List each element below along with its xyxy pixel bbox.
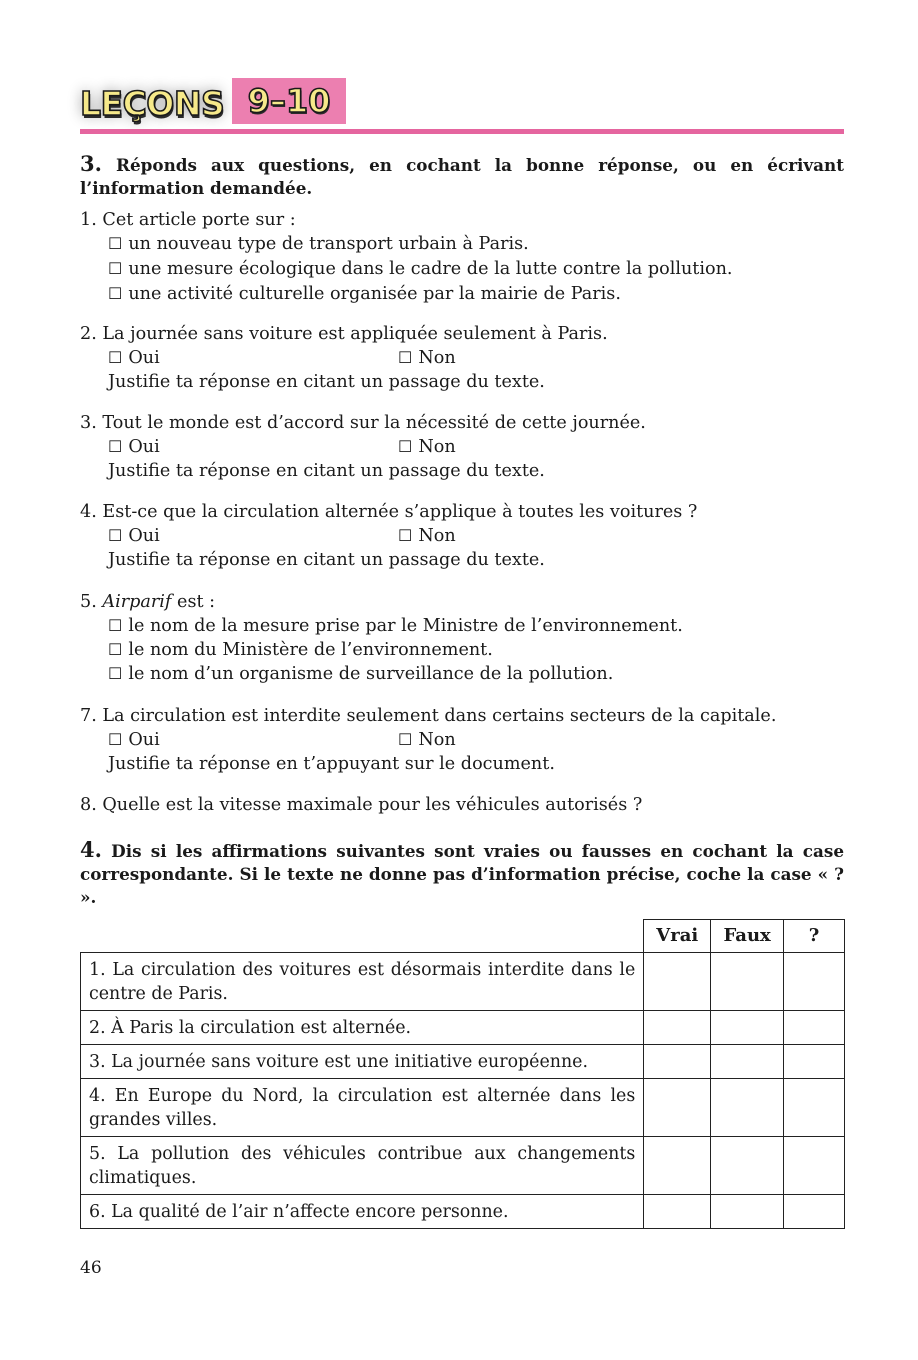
- no-label: Non: [418, 437, 456, 457]
- checkbox[interactable]: ☐: [108, 234, 123, 253]
- option-label: un nouveau type de transport urbain à Paris.: [128, 234, 529, 254]
- exercise-4-instruction: [80, 838, 844, 909]
- table-row: [81, 1011, 845, 1045]
- exercise-3-instruction: [80, 152, 844, 200]
- column-header-unknown: ?: [784, 920, 845, 953]
- checkbox[interactable]: ☐: [108, 526, 123, 545]
- q4-no-option[interactable]: [398, 524, 456, 548]
- lessons-number: 9–10: [247, 82, 331, 120]
- lessons-label: LEÇONS: [80, 84, 225, 123]
- table-row: [81, 1079, 845, 1137]
- exercise-3-instruction-text: Réponds aux questions, en cochant la bonne réponse, ou en écrivant l’information demandée.: [80, 155, 844, 198]
- unknown-cell[interactable]: [784, 1137, 845, 1195]
- vrai-cell[interactable]: [644, 1045, 711, 1079]
- unknown-cell[interactable]: [784, 1011, 845, 1045]
- checkbox[interactable]: ☐: [108, 730, 123, 749]
- exercise-4-instruction-text: Dis si les affirmations suivantes sont vraies ou fausses en cochant la case correspondante. Si le texte ne donne pas d’information précise, coche la case « ? ».: [80, 841, 844, 907]
- checkbox[interactable]: ☐: [398, 526, 413, 545]
- statement-cell: 1. La circulation des voitures est désormais interdite dans le centre de Paris.: [81, 953, 644, 1011]
- statement-cell: 5. La pollution des véhicules contribue aux changements climatiques.: [81, 1137, 644, 1195]
- checkbox[interactable]: ☐: [108, 664, 123, 683]
- statement-cell: 6. La qualité de l’air n’affecte encore personne.: [81, 1195, 644, 1229]
- checkbox[interactable]: ☐: [108, 640, 123, 659]
- q2-no-option[interactable]: [398, 346, 456, 370]
- faux-cell[interactable]: [711, 1045, 784, 1079]
- faux-cell[interactable]: [711, 1195, 784, 1229]
- vrai-cell[interactable]: [644, 953, 711, 1011]
- question-2: 2. La journée sans voiture est appliquée seulement à Paris.: [80, 324, 608, 344]
- header-rule: [80, 129, 844, 134]
- q2-choices: [108, 346, 508, 370]
- option-label: le nom de la mesure prise par le Ministre de l’environnement.: [128, 616, 683, 636]
- option-label: une mesure écologique dans le cadre de la lutte contre la pollution.: [128, 259, 733, 279]
- question-1: 1. Cet article porte sur :: [80, 210, 296, 230]
- no-label: Non: [418, 526, 456, 546]
- checkbox[interactable]: ☐: [108, 348, 123, 367]
- vrai-cell[interactable]: [644, 1079, 711, 1137]
- q5-option-2[interactable]: [108, 638, 493, 662]
- question-4: 4. Est-ce que la circulation alternée s’applique à toutes les voitures ?: [80, 502, 698, 522]
- q2-justify: Justifie ta réponse en citant un passage du texte.: [108, 372, 545, 392]
- no-label: Non: [418, 730, 456, 750]
- exercise-3-number: 3.: [80, 151, 102, 176]
- statement-cell: 2. À Paris la circulation est alternée.: [81, 1011, 644, 1045]
- statement-cell: 4. En Europe du Nord, la circulation est alternée dans les grandes villes.: [81, 1079, 644, 1137]
- checkbox[interactable]: ☐: [108, 284, 123, 303]
- table-row: [81, 1045, 845, 1079]
- checkbox[interactable]: ☐: [108, 616, 123, 635]
- faux-cell[interactable]: [711, 953, 784, 1011]
- table-header-row: [81, 920, 845, 953]
- faux-cell[interactable]: [711, 1079, 784, 1137]
- q1-option-3[interactable]: [108, 282, 621, 306]
- q4-yes-option[interactable]: [108, 526, 160, 546]
- option-label: une activité culturelle organisée par la mairie de Paris.: [128, 284, 621, 304]
- yes-label: Oui: [128, 348, 160, 368]
- checkbox[interactable]: ☐: [398, 348, 413, 367]
- yes-label: Oui: [128, 526, 160, 546]
- option-label: le nom du Ministère de l’environnement.: [128, 640, 493, 660]
- q5-option-3[interactable]: [108, 662, 613, 686]
- q7-choices: [108, 728, 508, 752]
- no-label: Non: [418, 348, 456, 368]
- q1-option-1[interactable]: [108, 232, 529, 256]
- question-3: 3. Tout le monde est d’accord sur la nécessité de cette journée.: [80, 413, 646, 433]
- checkbox[interactable]: ☐: [108, 259, 123, 278]
- checkbox[interactable]: ☐: [398, 437, 413, 456]
- true-false-table: [80, 919, 845, 1229]
- question-7: 7. La circulation est interdite seulement dans certains secteurs de la capitale.: [80, 706, 777, 726]
- yes-label: Oui: [128, 730, 160, 750]
- checkbox[interactable]: ☐: [398, 730, 413, 749]
- q1-option-2[interactable]: [108, 257, 733, 281]
- q5-term: Airparif: [102, 592, 172, 612]
- column-header-vrai: Vrai: [644, 920, 711, 953]
- q3-choices: [108, 435, 508, 459]
- table-row: [81, 1195, 845, 1229]
- unknown-cell[interactable]: [784, 1045, 845, 1079]
- option-label: le nom d’un organisme de surveillance de la pollution.: [128, 664, 614, 684]
- lesson-header: [80, 78, 844, 136]
- unknown-cell[interactable]: [784, 1195, 845, 1229]
- exercise-4-number: 4.: [80, 837, 102, 862]
- q5-number: 5.: [80, 592, 97, 612]
- q5-suffix: est :: [177, 592, 216, 612]
- q5-option-1[interactable]: [108, 614, 683, 638]
- q7-no-option[interactable]: [398, 728, 456, 752]
- unknown-cell[interactable]: [784, 1079, 845, 1137]
- yes-label: Oui: [128, 437, 160, 457]
- q4-justify: Justifie ta réponse en citant un passage du texte.: [108, 550, 545, 570]
- q3-no-option[interactable]: [398, 435, 456, 459]
- page-number: 46: [80, 1258, 102, 1278]
- faux-cell[interactable]: [711, 1137, 784, 1195]
- q7-yes-option[interactable]: [108, 730, 160, 750]
- lessons-number-badge: [232, 78, 346, 124]
- q4-choices: [108, 524, 508, 548]
- q3-yes-option[interactable]: [108, 437, 160, 457]
- question-5: [80, 590, 215, 614]
- table-row: [81, 1137, 845, 1195]
- table-header-blank: [81, 920, 644, 953]
- faux-cell[interactable]: [711, 1011, 784, 1045]
- column-header-faux: Faux: [711, 920, 784, 953]
- q7-justify: Justifie ta réponse en t’appuyant sur le document.: [108, 754, 555, 774]
- q3-justify: Justifie ta réponse en citant un passage du texte.: [108, 461, 545, 481]
- question-8: 8. Quelle est la vitesse maximale pour les véhicules autorisés ?: [80, 795, 643, 815]
- statement-cell: 3. La journée sans voiture est une initiative européenne.: [81, 1045, 644, 1079]
- table-row: [81, 953, 845, 1011]
- checkbox[interactable]: ☐: [108, 437, 123, 456]
- vrai-cell[interactable]: [644, 1137, 711, 1195]
- unknown-cell[interactable]: [784, 953, 845, 1011]
- vrai-cell[interactable]: [644, 1011, 711, 1045]
- vrai-cell[interactable]: [644, 1195, 711, 1229]
- q2-yes-option[interactable]: [108, 348, 160, 368]
